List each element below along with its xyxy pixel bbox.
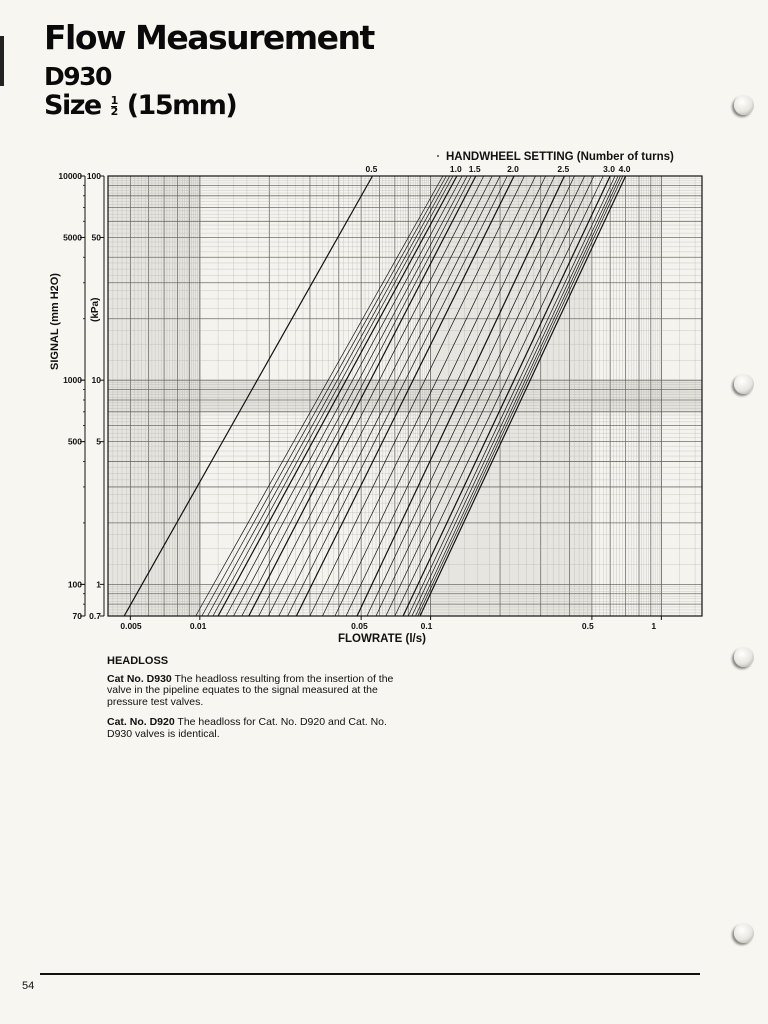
y-tick-label-mm: 100: [67, 579, 82, 590]
y-tick-label-mm: 500: [67, 436, 82, 447]
y-tick-label-kpa: 1: [96, 579, 101, 590]
series-label: 3.0: [603, 164, 615, 174]
binder-hole-3: [734, 647, 754, 667]
size-suffix: (15mm): [126, 90, 237, 121]
size-fraction-numerator: 1: [110, 94, 117, 107]
series-label: 2.5: [557, 164, 570, 174]
size-fraction-denominator: 2: [110, 105, 117, 118]
notes-heading: HEADLOSS: [107, 655, 169, 667]
notes-cat-d920: Cat. No. D920: [107, 716, 175, 728]
y-tick-label-kpa: 100: [86, 171, 101, 181]
x-tick-label: 0.01: [189, 621, 207, 631]
y-tick-label-kpa: 50: [91, 232, 101, 243]
y-axis-label-kpa: (kPa): [90, 297, 101, 322]
notes-text-d930: The headloss resulting from the insertion of the valve in the pipeline equates to the signal measured at the pressure test valves.: [107, 672, 394, 708]
size-heading: [44, 90, 236, 121]
x-tick-label: 0.5: [581, 621, 594, 631]
notes-paragraph-d920: [107, 717, 407, 740]
page-title: Flow Measurement: [44, 18, 374, 57]
flow-chart: [0, 140, 768, 650]
size-prefix: Size: [44, 90, 101, 121]
binder-hole-2: [734, 374, 754, 394]
x-tick-label: 0.1: [420, 621, 433, 631]
notes-text-d920: The headloss for Cat. No. D920 and Cat. No. D930 valves is identical.: [107, 716, 387, 740]
x-axis-label: FLOWRATE (l/s): [338, 633, 426, 645]
y-tick-label-kpa: 5: [96, 436, 101, 447]
notes-paragraph-d930: [107, 674, 407, 709]
size-fraction: [111, 96, 117, 117]
model-number: D930: [44, 62, 111, 91]
x-tick-label: 0.005: [120, 621, 142, 631]
x-tick-label: 1: [651, 621, 657, 631]
y-tick-label-mm: 70: [72, 611, 82, 621]
y-tick-label-mm: 1000: [63, 375, 82, 386]
notes-cat-d930: Cat No. D930: [107, 672, 172, 685]
page-number: 54: [22, 980, 35, 992]
binder-hole-4: [734, 923, 754, 943]
headloss-notes: [107, 656, 407, 749]
y-tick-label-kpa: 10: [91, 375, 101, 386]
y-tick-label-mm: 5000: [63, 232, 82, 243]
series-label: 2.0: [507, 164, 519, 174]
title-dot: [437, 155, 439, 157]
chart-title: HANDWHEEL SETTING (Number of turns): [446, 151, 674, 163]
series-label: 1.0: [449, 164, 462, 174]
footer-rule: [40, 973, 700, 975]
y-axis-label-mm: SIGNAL (mm H2O): [49, 273, 61, 370]
page-edge-mark: [0, 36, 4, 86]
series-label: 1.5: [468, 164, 481, 174]
binder-hole-1: [734, 95, 754, 115]
y-tick-label-mm: 10000: [58, 171, 82, 181]
series-label: 4.0: [618, 164, 631, 174]
x-tick-label: 0.05: [351, 621, 368, 631]
y-tick-label-kpa: 0.7: [89, 611, 101, 621]
series-label: 0.5: [365, 164, 378, 174]
